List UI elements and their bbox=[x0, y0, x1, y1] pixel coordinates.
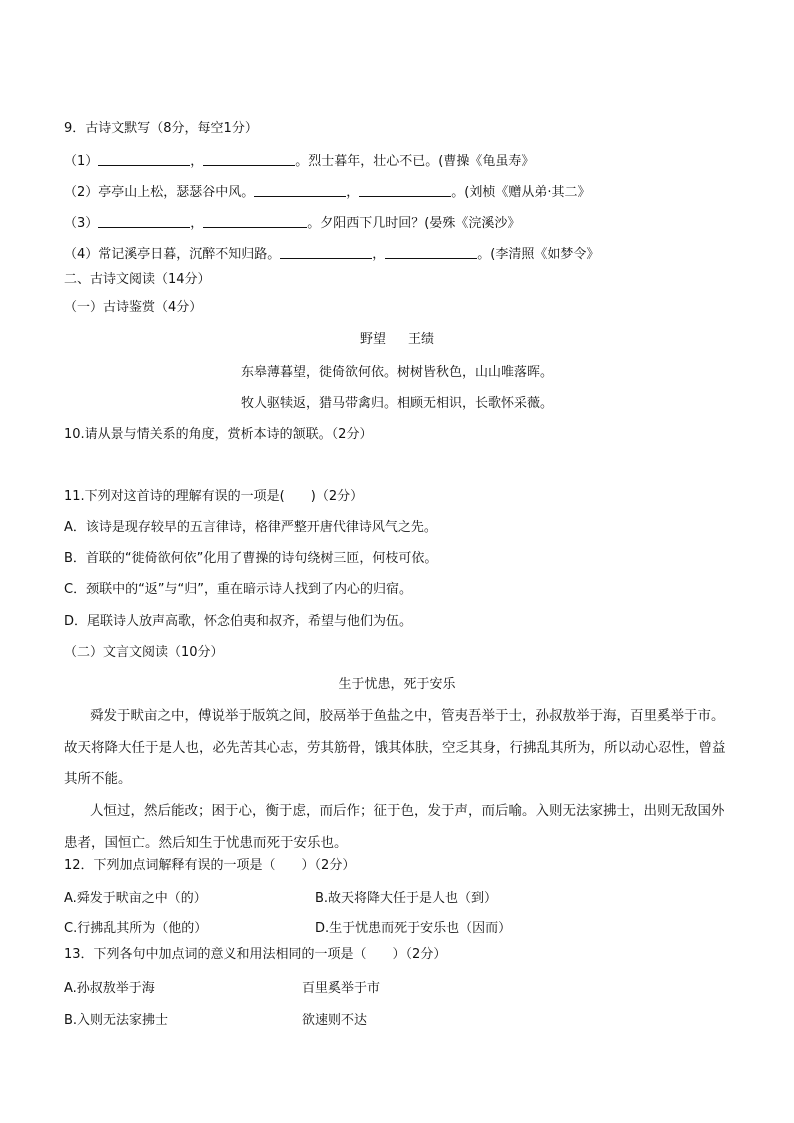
q13-stem: 13．下列各句中加点词的意义和用法相同的一项是（ ）（2分） bbox=[64, 947, 447, 962]
q9-3-sep: ， bbox=[190, 216, 204, 231]
q9-line-1 bbox=[64, 152, 534, 171]
section-2-title: 二、古诗文阅读（14分） bbox=[64, 272, 211, 287]
poem-heading bbox=[0, 331, 794, 349]
poem-line-2: 牧人驱犊返，猎马带禽归。相顾无相识，长歌怀采薇。 bbox=[240, 396, 553, 411]
answer-blank[interactable] bbox=[359, 183, 451, 197]
answer-blank[interactable] bbox=[254, 183, 346, 197]
q13-option-a[interactable]: A.孙叔敖举于海 bbox=[64, 981, 155, 996]
q9-1-prefix: （1） bbox=[64, 154, 99, 169]
q9-4-sep: ， bbox=[372, 247, 386, 262]
answer-blank[interactable] bbox=[280, 245, 372, 259]
essay-paragraph-2-text: 人恒过，然后能改；困于心，衡于虑，而后作；征于色，发于声，而后喻。入则无法家拂士，出则无敌国外患者，国恒亡。然后知生于忧患而死于安乐也。 bbox=[64, 803, 725, 851]
q9-line-2 bbox=[64, 183, 591, 202]
q9-line-3 bbox=[64, 214, 520, 233]
answer-blank[interactable] bbox=[98, 152, 190, 166]
q9-1-sep: ， bbox=[190, 154, 204, 169]
q11-option-a[interactable]: A．该诗是现存较早的五言律诗，格律严整开唐代律诗风气之先。 bbox=[64, 520, 437, 535]
answer-blank[interactable] bbox=[98, 214, 190, 228]
q12-option-b[interactable]: B.故天将降大任于是人也（到） bbox=[315, 891, 498, 906]
q9-1-suffix: 。烈士暮年，壮心不已。(曹操《龟虽寿》 bbox=[295, 154, 535, 169]
q9-3-suffix: 。夕阳西下几时回？(晏殊《浣溪沙》 bbox=[307, 216, 521, 231]
q9-title: 9．古诗文默写（8分，每空1分） bbox=[64, 121, 258, 136]
q11-option-d[interactable]: D．尾联诗人放声高歌，怀念伯夷和叔齐，希望与他们为伍。 bbox=[64, 614, 413, 629]
q11-option-c[interactable]: C．颈联中的“返”与“归”，重在暗示诗人找到了内心的归宿。 bbox=[64, 582, 413, 597]
answer-blank[interactable] bbox=[203, 214, 307, 228]
q12-option-a[interactable]: A.舜发于畎亩之中（的） bbox=[64, 891, 207, 906]
q12-option-d[interactable]: D.生于忧患而死于安乐也（因而） bbox=[315, 921, 512, 936]
subsection-prose-title: （二）文言文阅读（10分） bbox=[64, 645, 224, 660]
q9-2-prefix: （2）亭亭山上松，瑟瑟谷中风。 bbox=[64, 185, 255, 200]
q9-2-sep: ， bbox=[346, 185, 360, 200]
q9-line-4 bbox=[64, 245, 599, 264]
q11-stem: 11.下列对这首诗的理解有误的一项是( )（2分） bbox=[64, 489, 364, 504]
q10-stem: 10.请从景与情关系的角度，赏析本诗的颔联。（2分） bbox=[64, 427, 373, 442]
poem-author: 王绩 bbox=[408, 332, 435, 347]
q13-option-b[interactable]: B.入则无法家拂士 bbox=[64, 1013, 169, 1028]
poem-title: 野望 bbox=[359, 332, 386, 347]
essay-paragraph-2 bbox=[64, 796, 732, 859]
essay-title: 生于忧患，死于安乐 bbox=[338, 677, 456, 692]
q13-option-b-compare: 欲速则不达 bbox=[302, 1013, 368, 1028]
q11-option-b[interactable]: B．首联的“徙倚欲何依”化用了曹操的诗句绕树三匝，何枝可依。 bbox=[64, 551, 438, 566]
subsection-poem-title: （一）古诗鉴赏（4分） bbox=[64, 300, 203, 315]
q9-4-suffix: 。(李清照《如梦令》 bbox=[477, 247, 600, 262]
q12-stem: 12．下列加点词解释有误的一项是（ ）（2分） bbox=[64, 858, 356, 873]
q9-3-prefix: （3） bbox=[64, 216, 99, 231]
q12-option-c[interactable]: C.行拂乱其所为（他的） bbox=[64, 921, 208, 936]
q13-option-a-compare: 百里奚举于市 bbox=[302, 981, 381, 996]
q9-2-suffix: 。(刘桢《赠从弟·其二》 bbox=[451, 185, 591, 200]
essay-paragraph-1 bbox=[64, 701, 732, 796]
essay-paragraph-1-text: 舜发于畎亩之中，傅说举于版筑之间，胶鬲举于鱼盐之中，管夷吾举于士，孙叔敖举于海，百里奚举于市。故天将降大任于是人也，必先苦其心志，劳其筋骨，饿其体肤，空乏其身，行拂乱其所为，所以动心忍性，曾益其所不能。 bbox=[64, 708, 726, 787]
poem-line-1: 东皋薄暮望，徙倚欲何依。树树皆秋色，山山唯落晖。 bbox=[240, 365, 553, 380]
q9-4-prefix: （4）常记溪亭日暮，沉醉不知归路。 bbox=[64, 247, 281, 262]
answer-blank[interactable] bbox=[385, 245, 477, 259]
answer-blank[interactable] bbox=[203, 152, 295, 166]
